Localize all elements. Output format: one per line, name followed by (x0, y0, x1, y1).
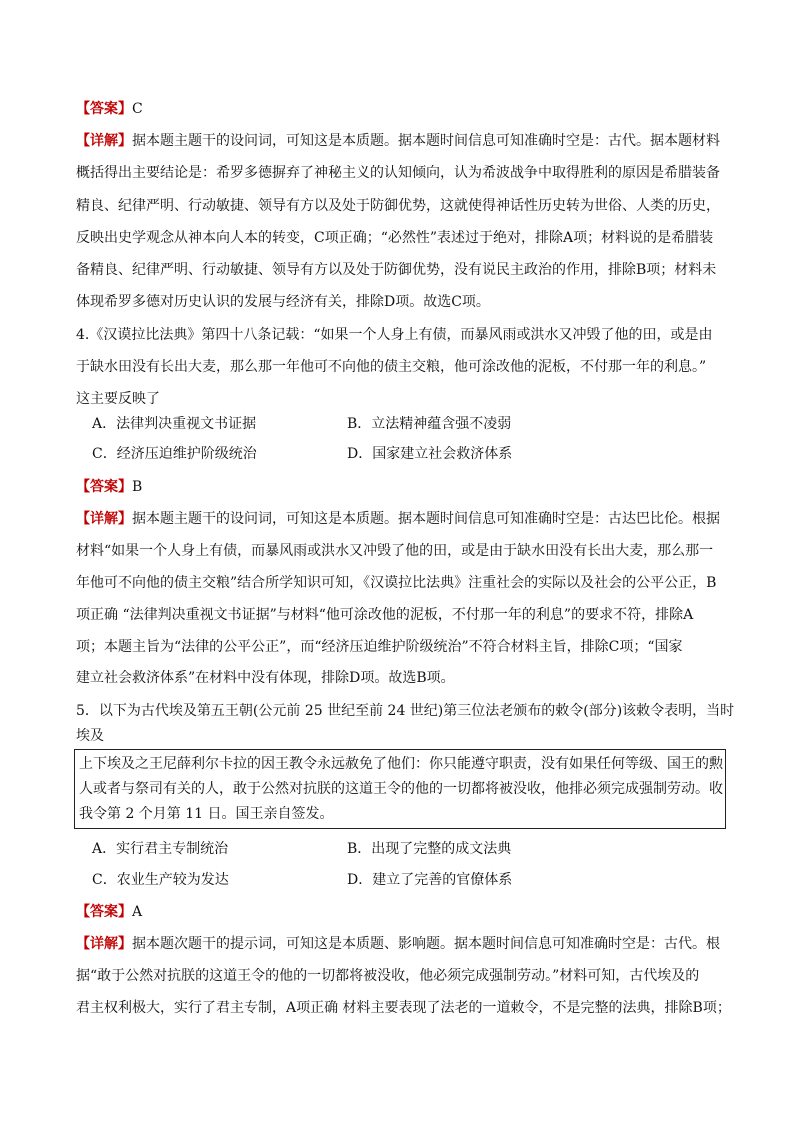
q5-answer-value: A (132, 904, 143, 920)
q4-option-b: B．立法精神蕴含强不凌弱 (347, 416, 512, 432)
q5-source-line: 人或者与祭司有关的人，敢于公然对抗朕的这道王令的他的一切都将被没收，他排必须完成强制劳动。收 (79, 781, 723, 797)
q4-answer-value: B (132, 479, 143, 495)
q5-answer-line (76, 902, 142, 922)
q4-detail-line: 项正确 “法律判决重视文书证据”与材料“他可涂改他的泥板，不付那一年的利息”的要求不符，排除A (76, 607, 694, 623)
q5-source-line: 上下埃及之王尼薛利尔卡拉的因王教令永远赦免了他们：你只能遵守职责，没有如果任何等级、国王的勲 (79, 756, 723, 772)
q4-option-c: C．经济压迫维护阶级统治 (92, 446, 257, 462)
q3-detail-line: 体现希罗多德对历史认识的发展与经济有关，排除D项。故选C项。 (76, 294, 490, 310)
q4-answer-line (76, 477, 142, 497)
q4-detail-line (76, 509, 720, 529)
q3-answer-value: C (132, 101, 143, 117)
q4-detail-line: 项；本题主旨为“法律的公平公正”，而“经济压迫维护阶级统治”不符合材料主旨，排除C项；“国家 (76, 639, 683, 655)
q5-detail-line: 君主权利极大，实行了君主专制，A项正确 材料主要表现了法老的一道敕令，不是完整的法典，排除B项； (76, 1000, 731, 1016)
q5-source-line: 我令第 2 个月第 11 日。国王亲自签发。 (79, 806, 334, 822)
q4-detail-line: 材料“如果一个人身上有债，而暴风雨或洪水又冲毁了他的田，或是由于缺水田没有长出大麦，那么那一 (76, 543, 714, 559)
detail-tag: 【详解】 (76, 511, 132, 527)
q5-detail-line (76, 934, 720, 954)
q4-detail-line: 年他可不向他的债主交粮”结合所学知识可知，《汉谟拉比法典》注重社会的实际以及社会的公平公正，B (76, 575, 717, 591)
q5-detail-line: 据“敢于公然对抗朕的这道王令的他的一切都将被没收，他必须完成强制劳动。”材料可知，古代埃及的 (76, 968, 700, 984)
detail-tag: 【详解】 (76, 133, 132, 149)
answer-tag: 【答案】 (76, 904, 132, 920)
q4-detail-text: 据本题主题干的设问词，可知这是本质题。据本题时间信息可知准确时空是：古达巴比伦。根据 (132, 511, 720, 527)
q5-stem-line: 5．以下为古代埃及第五王朝(公元前 25 世纪至前 24 世纪)第三位法老颁布的敕令(部分)该敕令表明，当时 (76, 703, 735, 719)
q4-detail-line: 建立社会救济体系”在材料中没有体现，排除D项。故选B项。 (76, 670, 455, 686)
q3-detail-line: 备精良、纪律严明、行动敏捷、领导有方以及处于防御优势，没有说民主政治的作用，排除B项；材料未 (76, 262, 717, 278)
q3-detail-text: 据本题主题干的设问词，可知这是本质题。据本题时间信息可知准确时空是：古代。据本题材料 (132, 133, 720, 149)
answer-tag: 【答案】 (76, 479, 132, 495)
q5-option-b: B．出现了完整的成文法典 (347, 841, 512, 857)
q3-detail-line: 精良、纪律严明、行动敏捷、领导有方以及处于防御优势，这就使得神话性历史转为世俗、人类的历史， (76, 198, 720, 214)
q5-option-a: A．实行君主专制统治 (92, 841, 229, 857)
q4-option-a: A．法律判决重视文书证据 (92, 416, 257, 432)
q5-detail-text: 据本题次题干的提示词，可知这是本质题、影响题。据本题时间信息可知准确时空是：古代。根 (132, 936, 720, 952)
q4-stem-line: 于缺水田没有长出大麦，那么那一年他可不向他的债主交粮，他可涂改他的泥板，不付那一年的利息。” (76, 359, 707, 375)
q3-detail-line (76, 131, 720, 151)
detail-tag: 【详解】 (76, 936, 132, 952)
q4-stem-line: 4.《汉谟拉比法典》第四十八条记载：“如果一个人身上有债，而暴风雨或洪水又冲毁了他的田，或是由 (76, 327, 713, 343)
answer-tag: 【答案】 (76, 101, 132, 117)
q3-answer-line (76, 99, 143, 119)
q5-option-c: C．农业生产较为发达 (92, 872, 229, 888)
q4-stem-line: 这主要反映了 (76, 391, 160, 407)
q5-source-box (74, 749, 726, 829)
q3-detail-line: 反映出史学观念从神本向人本的转变，C项正确；“必然性”表述过于绝对，排除A项；材料说的是希腊装 (76, 230, 714, 246)
q4-option-d: D．国家建立社会救济体系 (347, 446, 513, 462)
q5-stem-line: 埃及 (76, 728, 104, 744)
q3-detail-line: 概括得出主要结论是：希罗多德摒弃了神秘主义的认知倾向，认为希波战争中取得胜利的原因是希腊装备 (76, 165, 720, 181)
q5-option-d: D．建立了完善的官僚体系 (347, 872, 513, 888)
